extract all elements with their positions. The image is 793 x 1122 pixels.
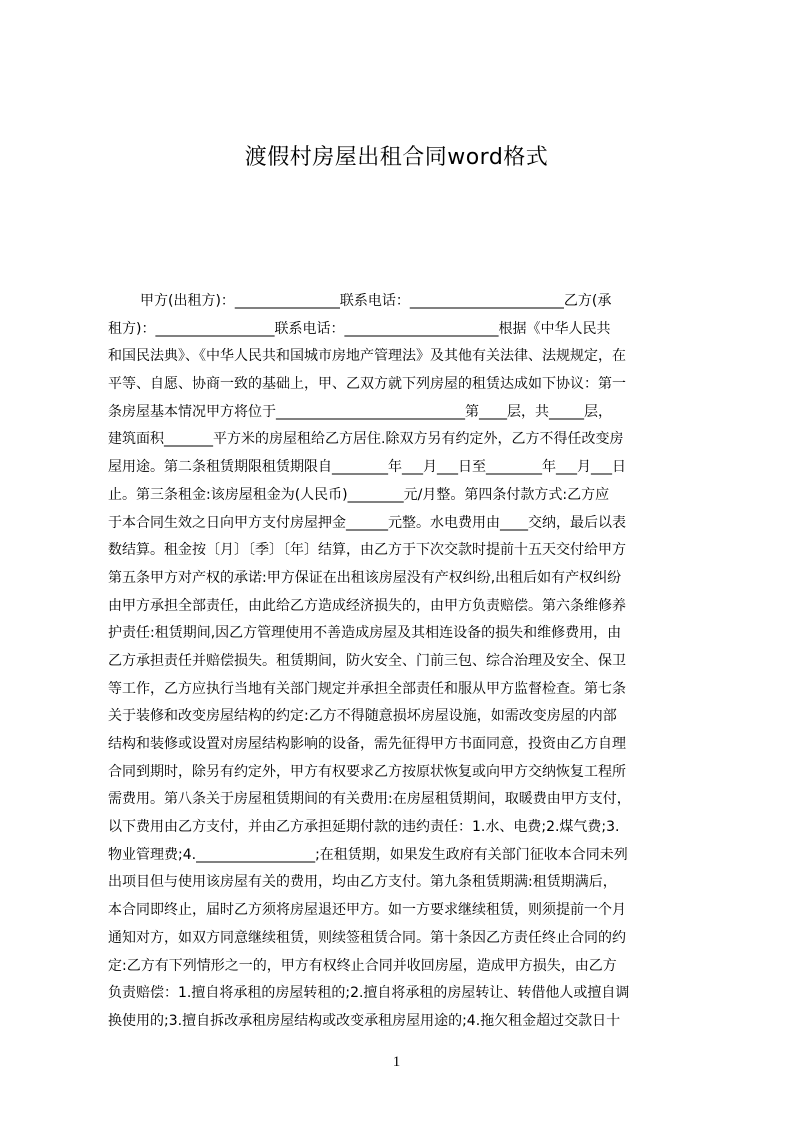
body-line: 由甲方承担全部责任，由此给乙方造成经济损失的，由甲方负责赔偿。第六条维修养 [108, 597, 626, 614]
body-line: 建筑面积_______平方米的房屋租给乙方居住.除双方另有约定外，乙方不得任改变房 [108, 431, 624, 448]
body-line: 数结算。租金按〔月〕〔季〕〔年〕结算，由乙方于下次交款时提前十五天交付给甲方 [108, 542, 626, 559]
body-line: 关于装修和改变房屋结构的约定:乙方不得随意损坏房屋设施，如需改变房屋的内部 [108, 708, 617, 725]
body-line: 换使用的;3.擅自拆改承租房屋结构或改变承租房屋用途的;4.拖欠租金超过交款日十 [108, 1012, 621, 1029]
body-line: 屋用途。第二条租赁期限租赁期限自________年___月___日至________年___月___日 [108, 459, 626, 476]
body-line: 以下费用由乙方支付，并由乙方承担延期付款的违约责任：1.水、电费;2.煤气费;3. [108, 819, 620, 836]
body-line: 租方)：_________________联系电话：______________________根据《中华人民共 [108, 320, 611, 337]
body-line: 合同到期时，除另有约定外，甲方有权要求乙方按原状恢复或向甲方交纳恢复工程所 [108, 763, 626, 780]
body-line: 护责任:租赁期间,因乙方管理使用不善造成房屋及其相连设备的损失和维修费用，由 [108, 625, 622, 642]
body-line: 和国民法典》、《中华人民共和国城市房地产管理法》及其他有关法律、法规规定，在 [108, 348, 626, 365]
body-line: 甲方(出租方)：_______________联系电话：______________________乙方(承 [140, 293, 612, 309]
body-line: 结构和装修或设置对房屋结构影响的设备，需先征得甲方书面同意，投资由乙方自理 [108, 736, 626, 752]
body-line: 负责赔偿：1.擅自将承租的房屋转租的;2.擅自将承租的房屋转让、转借他人或擅自调 [108, 985, 630, 1002]
body-line: 本合同即终止，届时乙方须将房屋退还甲方。如一方要求继续租赁，则须提前一个月 [108, 902, 626, 919]
body-line: 等工作，乙方应执行当地有关部门规定并承担全部责任和服从甲方监督检查。第七条 [108, 680, 626, 697]
body-line: 通知对方，如双方同意继续租赁，则续签租赁合同。第十条因乙方责任终止合同的约 [108, 929, 626, 946]
body-line: 平等、自愿、协商一致的基础上，甲、乙双方就下列房屋的租赁达成如下协议：第一 [108, 376, 626, 393]
body-line: 物业管理费;4._________________;在租赁期，如果发生政府有关部门征收本合同未列 [108, 846, 628, 863]
body-line: 需费用。第八条关于房屋租赁期间的有关费用:在房屋租赁期间，取暖费由甲方支付， [108, 791, 631, 808]
body-line: 出项目但与使用该房屋有关的费用，均由乙方支付。第九条租赁期满:租赁期满后， [108, 874, 617, 891]
body-line: 定:乙方有下列情形之一的，甲方有权终止合同并收回房屋，造成甲方损失，由乙方 [108, 957, 617, 974]
body-line: 乙方承担责任并赔偿损失。租赁期间，防火安全、门前三包、综合治理及安全、保卫 [108, 652, 626, 669]
body-line: 止。第三条租金:该房屋租金为(人民币)________元/月整。第四条付款方式:乙方应 [108, 486, 610, 503]
document-title: 渡假村房屋出租合同word格式 [244, 145, 549, 170]
contract-body [108, 288, 700, 1036]
page-number: 1 [392, 1054, 401, 1070]
body-line: 条房屋基本情况甲方将位于___________________________第____层，共_____层， [108, 403, 612, 420]
body-line: 第五条甲方对产权的承诺:甲方保证在出租该房屋没有产权纠纷,出租后如有产权纠纷 [108, 569, 622, 586]
body-line: 于本合同生效之日向甲方支付房屋押金______元整。水电费用由____交纳，最后以表 [108, 514, 626, 531]
